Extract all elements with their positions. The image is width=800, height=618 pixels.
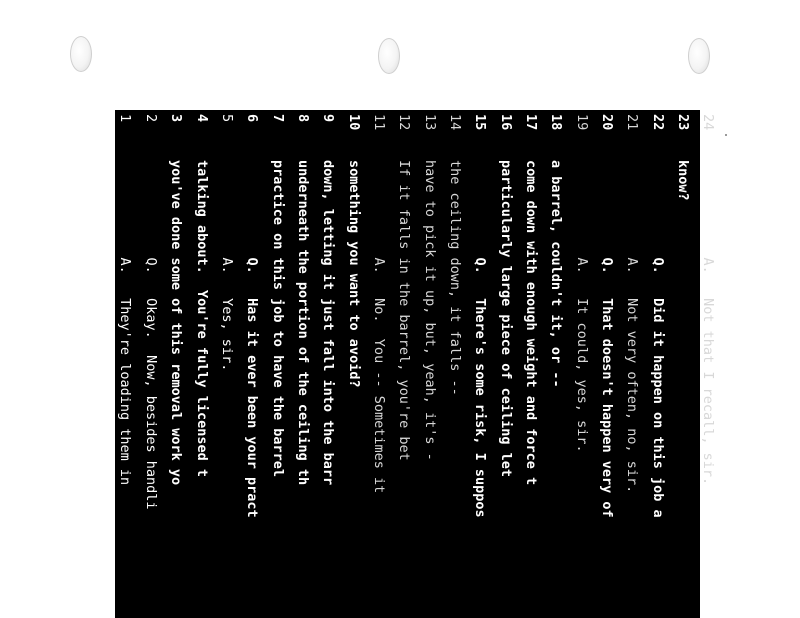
line-number: 4 [194, 114, 210, 123]
line-text: come down with enough weight and force t [523, 160, 539, 486]
line-text: know? [675, 160, 691, 201]
line-number: 17 [523, 114, 539, 131]
transcript-line [366, 114, 391, 493]
line-number: 7 [270, 114, 286, 123]
transcript-line [695, 114, 720, 485]
line-number: 14 [447, 114, 463, 131]
line-number: 8 [295, 114, 311, 123]
line-text: Q. Did it happen on this job a [650, 160, 666, 518]
line-number: 11 [371, 114, 387, 131]
transcript-line [518, 114, 543, 485]
transcript-line [163, 114, 188, 485]
transcript-line [619, 114, 644, 493]
line-text: Q. There's some risk, I suppos [472, 160, 488, 518]
transcript-line [265, 114, 290, 477]
line-text: down, letting it just fall into the barr [320, 160, 336, 486]
line-text: A. It could, yes, sir. [574, 160, 590, 453]
transcript-line [442, 114, 467, 396]
line-number: 2 [143, 114, 159, 123]
line-text: Q. Okay. Now, besides handli [143, 160, 159, 510]
transcript-line [391, 114, 416, 461]
line-text: you've done some of this removal work yo [168, 160, 184, 486]
transcript-line [138, 114, 163, 510]
transcript-line [112, 114, 137, 485]
transcript-line [493, 114, 518, 477]
line-number: 23 [675, 114, 691, 131]
punch-hole-left [70, 36, 92, 72]
transcript-line [341, 114, 366, 388]
transcript-line [417, 114, 442, 461]
line-text: A. They're loading them in [117, 160, 133, 486]
punch-hole-center [378, 38, 400, 74]
transcript-line [569, 114, 594, 453]
transcript-line [214, 114, 239, 371]
line-number: 12 [396, 114, 412, 131]
line-number: 22 [650, 114, 666, 131]
line-number: 20 [599, 114, 615, 131]
transcript-line [543, 114, 568, 388]
line-text: a barrel, couldn't it, or -- [548, 160, 564, 388]
line-text: Q. That doesn't happen very of [599, 160, 615, 518]
line-number: 3 [168, 114, 184, 123]
transcript-line [670, 114, 695, 201]
line-number: 15 [472, 114, 488, 131]
line-number: 18 [548, 114, 564, 131]
transcript-line [290, 114, 315, 485]
transcript-line [315, 114, 340, 485]
line-number: 19 [574, 114, 590, 131]
line-text: A. Yes, sir. [219, 160, 235, 372]
line-number: 16 [498, 114, 514, 131]
line-text: A. No. You -- Sometimes it [371, 160, 387, 494]
line-text: Q. Has it ever been your pract [244, 160, 260, 518]
line-text: something you want to avoid? [346, 160, 362, 388]
line-number: 10 [346, 114, 362, 131]
transcript-line [467, 114, 492, 518]
transcript-line [189, 114, 214, 477]
line-text: the ceiling down, it falls -- [447, 160, 463, 396]
line-text: A. Not that I recall, sir. [700, 160, 716, 486]
line-text: A. Not very often, no, sir. [624, 160, 640, 494]
line-number: 24 [700, 114, 716, 131]
transcript-line [239, 114, 264, 518]
punch-hole-right [688, 38, 710, 74]
transcript-page [115, 110, 716, 618]
transcript-line [594, 114, 619, 518]
line-text: have to pick it up, but, yeah, it's - [422, 160, 438, 461]
scan-speck [725, 134, 727, 136]
line-number: 9 [320, 114, 336, 123]
transcript-line [645, 114, 670, 518]
line-number: 13 [422, 114, 438, 131]
line-text: If it falls in the barrel, you're bet [396, 160, 412, 461]
line-text: talking about. You're fully licensed t [194, 160, 210, 477]
line-text: underneath the portion of the ceiling th [295, 160, 311, 486]
line-number: 6 [244, 114, 260, 123]
line-number: 1 [117, 114, 133, 123]
transcript-text-frame [115, 110, 716, 618]
line-number: 21 [624, 114, 640, 131]
line-text: particularly large piece of ceiling let [498, 160, 514, 477]
line-text: practice on this job to have the barrel [270, 160, 286, 477]
line-number: 5 [219, 114, 235, 123]
